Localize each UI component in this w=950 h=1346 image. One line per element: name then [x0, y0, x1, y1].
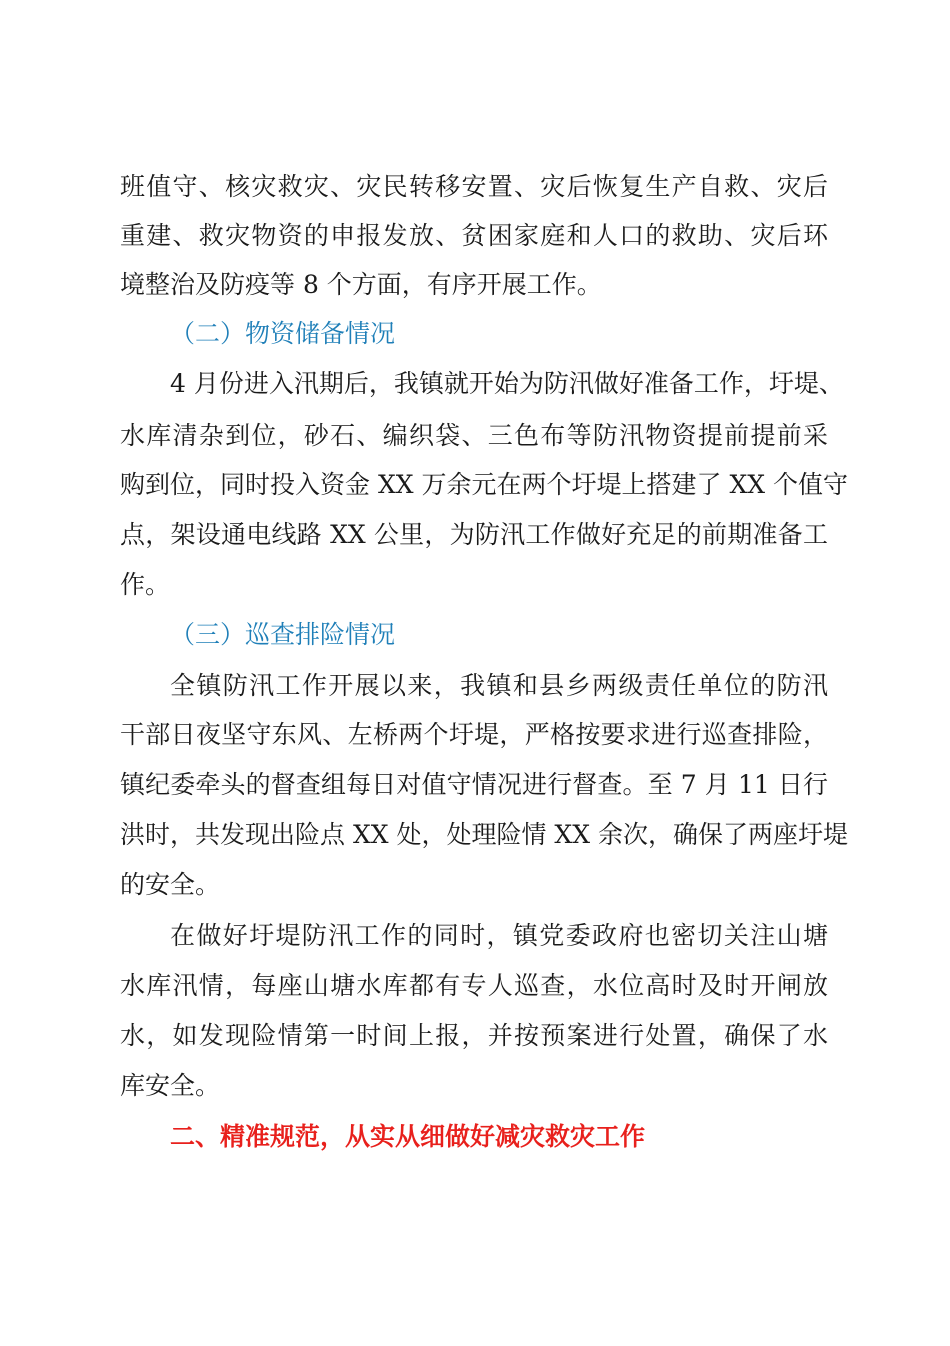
paragraph-line: 洪时，共发现出险点 XX 处，处理险情 XX 余次，确保了两座圩堤 [120, 820, 848, 849]
paragraph-line: 库安全。 [120, 1071, 221, 1100]
paragraph-line: 作。 [120, 570, 171, 599]
part-heading: 二、精准规范，从实从细做好减灾救灾工作 [170, 1122, 646, 1151]
paragraph-line: 水库清杂到位，砂石、编织袋、三色布等防汛物资提前提前采 [120, 421, 828, 450]
section-heading: （二）物资储备情况 [170, 319, 396, 348]
paragraph-line: 重建、救灾物资的申报发放、贫困家庭和人口的救助、灾后环 [120, 221, 828, 250]
paragraph-line: 水库汛情，每座山塘水库都有专人巡查，水位高时及时开闸放 [120, 971, 828, 1000]
section-heading: （三）巡查排险情况 [170, 620, 396, 649]
paragraph-line: 全镇防汛工作开展以来，我镇和县乡两级责任单位的防汛 [170, 671, 828, 700]
paragraph-line: 的安全。 [120, 870, 221, 899]
paragraph-line: 点，架设通电线路 XX 公里，为防汛工作做好充足的前期准备工 [120, 520, 828, 549]
paragraph-line: 境整治及防疫等 8 个方面，有序开展工作。 [120, 270, 602, 299]
paragraph-line: 干部日夜坚守东风、左桥两个圩堤，严格按要求进行巡查排险， [120, 720, 828, 749]
paragraph-line: 镇纪委牵头的督查组每日对值守情况进行督查。至 7 月 11 日行 [120, 770, 828, 799]
paragraph-line: 水，如发现险情第一时间上报，并按预案进行处置，确保了水 [120, 1021, 828, 1050]
paragraph-line: 在做好圩堤防汛工作的同时，镇党委政府也密切关注山塘 [170, 921, 828, 950]
paragraph-line: 购到位，同时投入资金 XX 万余元在两个圩堤上搭建了 XX 个值守 [120, 470, 848, 499]
paragraph-line: 班值守、核灾救灾、灾民转移安置、灾后恢复生产自救、灾后 [120, 172, 828, 201]
paragraph-line: 4 月份进入汛期后，我镇就开始为防汛做好准备工作，圩堤、 [170, 369, 844, 398]
